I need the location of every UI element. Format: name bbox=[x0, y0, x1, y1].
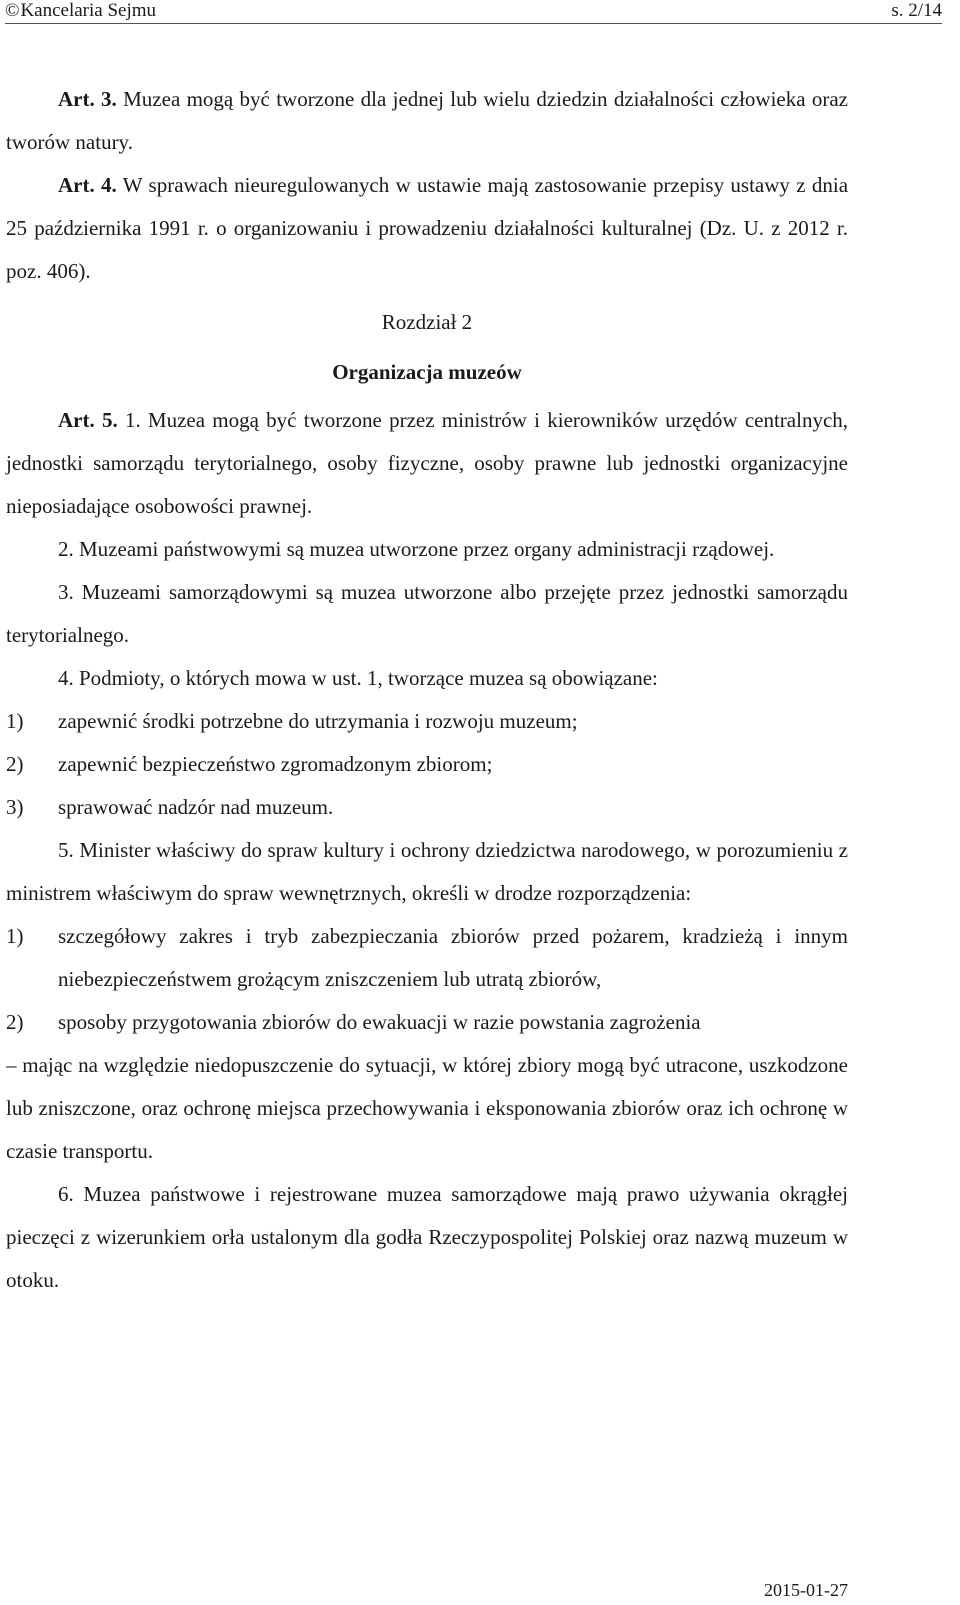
article-5-ust-6: 6. Muzea państwowe i rejestrowane muzea samorządowe mają prawo używania okrągłej pieczęci z wizerunkiem orła ustalonym dla godła Rzeczypospolitej Polskiej oraz nazwą muzeum w otoku. bbox=[6, 1182, 848, 1292]
list-item bbox=[6, 743, 848, 786]
list-item bbox=[6, 915, 848, 1001]
list-item-text: zapewnić bezpieczeństwo zgromadzonym zbiorom; bbox=[58, 752, 493, 776]
article-3-label: Art. 3. bbox=[58, 87, 117, 111]
article-4 bbox=[6, 164, 848, 293]
article-5-ust-2: 2. Muzeami państwowymi są muzea utworzone przez organy administracji rządowej. bbox=[58, 537, 775, 561]
article-5-ust-1 bbox=[6, 399, 848, 528]
chapter-number: Rozdział 2 bbox=[381, 310, 473, 334]
source-name: Kancelaria Sejmu bbox=[20, 0, 157, 21]
article-5-ust-3: 3. Muzeami samorządowymi są muzea utworzone albo przejęte przez jednostki samorządu terytorialnego. bbox=[6, 580, 848, 647]
list-item-number: 1) bbox=[6, 924, 24, 948]
article-5-ust-5: 5. Minister właściwy do spraw kultury i ochrony dziedzictwa narodowego, w porozumieniu z ministrem właściwym do spraw wewnętrznych, określi w drodze rozporządzenia: bbox=[6, 838, 848, 905]
article-5-ust-5-closing: – mając na względzie niedopuszczenie do sytuacji, w której zbiory mogą być utracone, uszkodzone lub zniszczone, oraz ochronę miejsca przechowywania i eksponowania zbiorów oraz ich ochronę w czasie transportu. bbox=[6, 1053, 848, 1163]
copyright-symbol: © bbox=[5, 0, 20, 21]
article-5-ust-4: 4. Podmioty, o których mowa w ust. 1, tworzące muzea są obowiązane: bbox=[58, 666, 658, 690]
article-5-ust-1-text: 1. Muzea mogą być tworzone przez ministrów i kierowników urzędów centralnych, jednostki samorządu terytorialnego, osoby fizyczne, osoby prawne lub jednostki organizacyjne nieposiadające osobowości prawnej. bbox=[6, 408, 849, 518]
list-item-text: zapewnić środki potrzebne do utrzymania i rozwoju muzeum; bbox=[58, 709, 578, 733]
list-item-number: 1) bbox=[6, 709, 24, 733]
page-header bbox=[5, 0, 942, 24]
article-3 bbox=[6, 78, 848, 164]
article-3-text: Muzea mogą być tworzone dla jednej lub wielu dziedzin działalności człowieka oraz tworów natury. bbox=[6, 87, 848, 154]
article-5-label: Art. 5. bbox=[58, 408, 118, 432]
article-4-label: Art. 4. bbox=[58, 173, 117, 197]
list-item-number: 3) bbox=[6, 795, 24, 819]
list-item-number: 2) bbox=[6, 1010, 24, 1034]
list-item-text: sposoby przygotowania zbiorów do ewakuacji w razie powstania zagrożenia bbox=[58, 1010, 701, 1034]
header-source bbox=[5, 0, 156, 22]
list-item-number: 2) bbox=[6, 752, 24, 776]
footer-date: 2015-01-27 bbox=[764, 1580, 848, 1600]
list-item-text: szczegółowy zakres i tryb zabezpieczania zbiorów przed pożarem, kradzieżą i innym niebezpieczeństwem grożącym zniszczeniem lub utratą zbiorów, bbox=[58, 924, 848, 991]
list-item bbox=[6, 786, 848, 829]
list-item bbox=[6, 1001, 848, 1044]
list-item bbox=[6, 700, 848, 743]
page-number: s. 2/14 bbox=[891, 0, 942, 21]
document-body bbox=[6, 78, 848, 1302]
chapter-title: Organizacja muzeów bbox=[332, 360, 522, 384]
article-4-text: W sprawach nieuregulowanych w ustawie mają zastosowanie przepisy ustawy z dnia 25 października 1991 r. o organizowaniu i prowadzeniu działalności kulturalnej (Dz. U. z 2012 r. poz. 406). bbox=[6, 173, 849, 283]
list-item-text: sprawować nadzór nad muzeum. bbox=[58, 795, 334, 819]
